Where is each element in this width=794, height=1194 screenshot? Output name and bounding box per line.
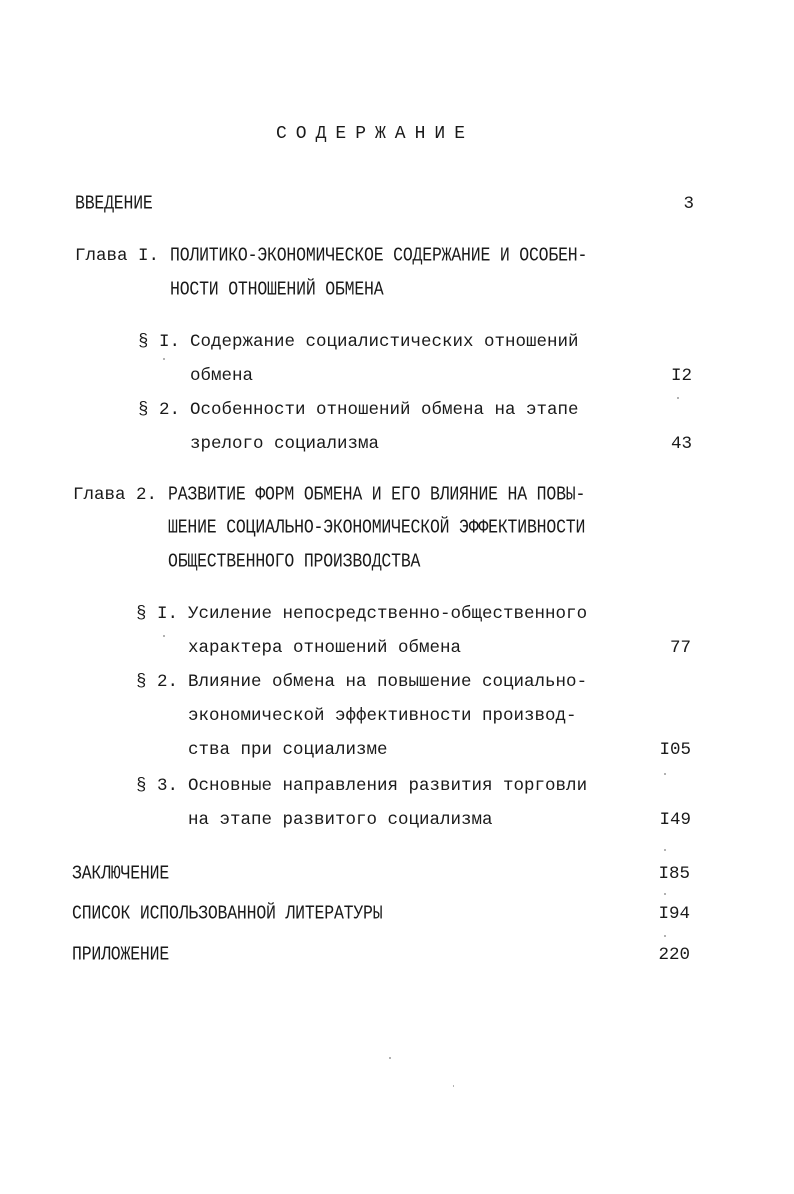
scan-speck	[664, 849, 666, 851]
chapter2-section3-line2: на этапе развитого социализма	[188, 810, 493, 830]
toc-introduction-label: ВВЕДЕНИЕ	[75, 192, 153, 215]
chapter2-section3-page: I49	[659, 810, 691, 830]
chapter2-section1-line2: характера отношений обмена	[188, 638, 462, 658]
chapter2-section2-label: § 2.	[136, 672, 179, 692]
scan-speck	[664, 773, 666, 775]
scan-speck	[453, 1085, 454, 1087]
toc-conclusion-page: I85	[658, 864, 690, 884]
chapter1-section1-label: § I.	[138, 332, 181, 352]
toc-appendix-label: ПРИЛОЖЕНИЕ	[72, 943, 170, 966]
page-title: СОДЕРЖАНИЕ	[276, 124, 475, 144]
chapter1-section1-page: I2	[670, 366, 692, 386]
toc-conclusion-label: ЗАКЛЮЧЕНИЕ	[72, 862, 170, 885]
chapter2-section2-line3: ства при социализме	[188, 740, 388, 760]
chapter2-section1-line1: Усиление непосредственно-общественного	[188, 604, 588, 624]
chapter1-section2-label: § 2.	[138, 400, 181, 420]
scan-speck	[664, 893, 666, 895]
chapter1-title-line1: ПОЛИТИКО-ЭКОНОМИЧЕСКОЕ СОДЕРЖАНИЕ И ОСОБЕН-	[170, 244, 588, 267]
chapter1-section1-line1: Содержание социалистических отношений	[190, 332, 579, 352]
toc-references-label: СПИСОК ИСПОЛЬЗОВАННОЙ ЛИТЕРАТУРЫ	[72, 902, 383, 925]
scan-speck	[389, 1057, 391, 1059]
chapter1-label: Глава I.	[75, 246, 160, 266]
chapter2-section1-page: 77	[669, 638, 691, 658]
chapter1-section2-line1: Особенности отношений обмена на этапе	[190, 400, 579, 420]
scan-speck	[677, 397, 679, 399]
chapter1-section2-line2: зрелого социализма	[190, 434, 380, 454]
chapter2-section2-page: I05	[659, 740, 691, 760]
scan-speck	[163, 358, 165, 360]
chapter2-section3-label: § 3.	[136, 776, 179, 796]
chapter2-label: Глава 2.	[73, 485, 158, 505]
chapter2-section1-label: § I.	[136, 604, 179, 624]
chapter2-section2-line2: экономической эффективности производ-	[188, 706, 577, 726]
scan-speck	[163, 635, 165, 637]
chapter1-section2-page: 43	[670, 434, 692, 454]
scan-speck	[664, 935, 666, 937]
chapter2-title-line1: РАЗВИТИЕ ФОРМ ОБМЕНА И ЕГО ВЛИЯНИЕ НА ПОВЫ-	[168, 483, 586, 506]
toc-introduction-page: 3	[683, 194, 694, 214]
chapter2-section2-line1: Влияние обмена на повышение социально-	[188, 672, 588, 692]
toc-references-page: I94	[658, 904, 690, 924]
chapter1-title-line2: НОСТИ ОТНОШЕНИЙ ОБМЕНА	[170, 278, 384, 301]
toc-appendix-page: 220	[658, 945, 690, 965]
chapter2-title-line2: ШЕНИЕ СОЦИАЛЬНО-ЭКОНОМИЧЕСКОЙ ЭФФЕКТИВНОСТИ	[168, 516, 586, 539]
chapter2-section3-line1: Основные направления развития торговли	[188, 776, 588, 796]
chapter2-title-line3: ОБЩЕСТВЕННОГО ПРОИЗВОДСТВА	[168, 550, 421, 573]
chapter1-section1-line2: обмена	[190, 366, 254, 386]
